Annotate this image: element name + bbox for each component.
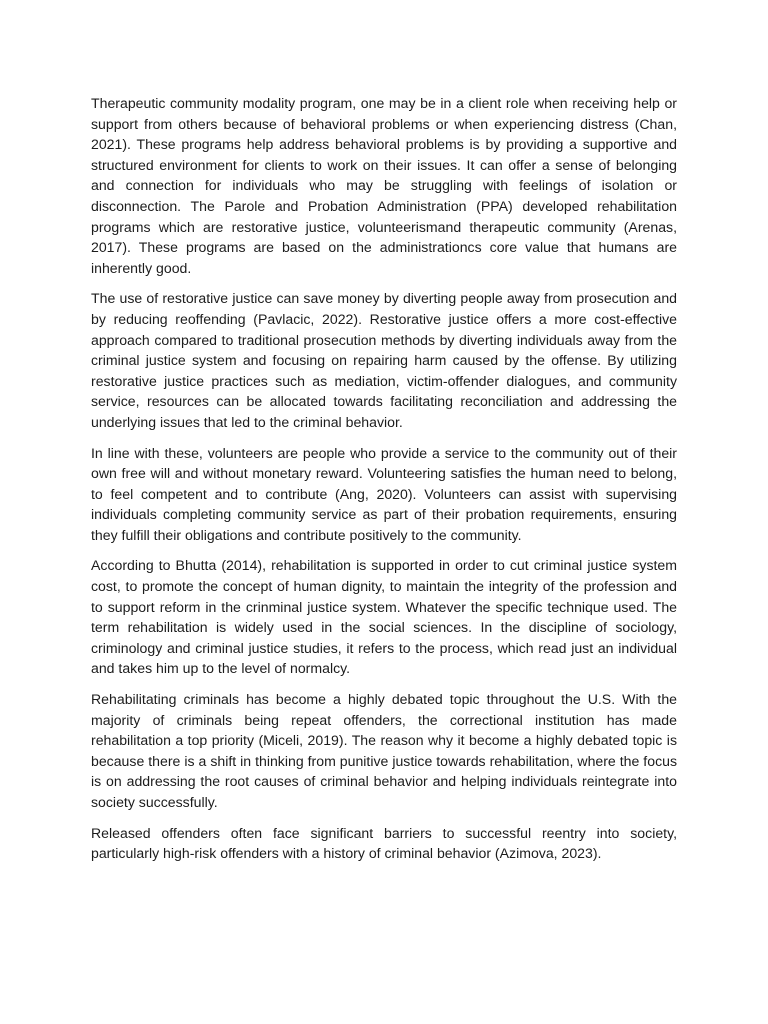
document-body bbox=[91, 93, 677, 904]
paragraph-rehabilitation-debate: Rehabilitating criminals has become a highly debated topic throughout the U.S. With the majority of criminals being repeat offenders, the correctional institution has made rehabilitation a top priority (Miceli, 2019). The reason why it become a highly debated topic is because there is a shift in thinking from punitive justice towards rehabilitation, where the focus is on addressing the root causes of criminal behavior and helping individuals reintegrate into society successfully. bbox=[91, 691, 677, 810]
paragraph-rehabilitation-definition: According to Bhutta (2014), rehabilitation is supported in order to cut criminal justice system cost, to promote the concept of human dignity, to maintain the integrity of the profession and to support reform in the crinminal justice system. Whatever the specific technique used. The term rehabilitation is widely used in the social sciences. In the discipline of sociology, criminology and criminal justice studies, it refers to the process, which read just an individual and takes him up to the level of normalcy. bbox=[91, 557, 677, 677]
paragraph-restorative-justice: The use of restorative justice can save money by diverting people away from prosecution and by reducing reoffending (Pavlacic, 2022). Restorative justice offers a more cost-effective approach compared to traditional prosecution methods by diverting individuals away from the criminal justice system and focusing on repairing harm caused by the offense. By utilizing restorative justice practices such as mediation, victim-offender dialogues, and community service, resources can be allocated towards facilitating reconciliation and addressing the underlying issues that led to the criminal behavior. bbox=[91, 290, 677, 430]
paragraph-therapeutic-community: Therapeutic community modality program, one may be in a client role when receiving help or support from others because of behavioral problems or when experiencing distress (Chan, 2021). These programs help address behavioral problems is by providing a supportive and structured environment for clients to work on their issues. It can offer a sense of belonging and connection for individuals who may be struggling with feelings of isolation or disconnection. The Parole and Probation Administration (PPA) developed rehabilitation programs which are restorative justice, volunteerismand therapeutic community (Arenas, 2017). These programs are based on the administrationcs core value that humans are inherently good. bbox=[91, 95, 677, 276]
paragraph-volunteers: In line with these, volunteers are people who provide a service to the community out of their own free will and without monetary reward. Volunteering satisfies the human need to belong, to feel competent and to contribute (Ang, 2020). Volunteers can assist with supervising individuals completing community service as part of their probation requirements, ensuring they fulfill their obligations and contribute positively to the community. bbox=[91, 444, 677, 543]
paragraph-reentry-barriers: Released offenders often face significant barriers to successful reentry into society, particularly high-risk offenders with a history of criminal behavior (Azimova, 2023). bbox=[91, 824, 677, 862]
